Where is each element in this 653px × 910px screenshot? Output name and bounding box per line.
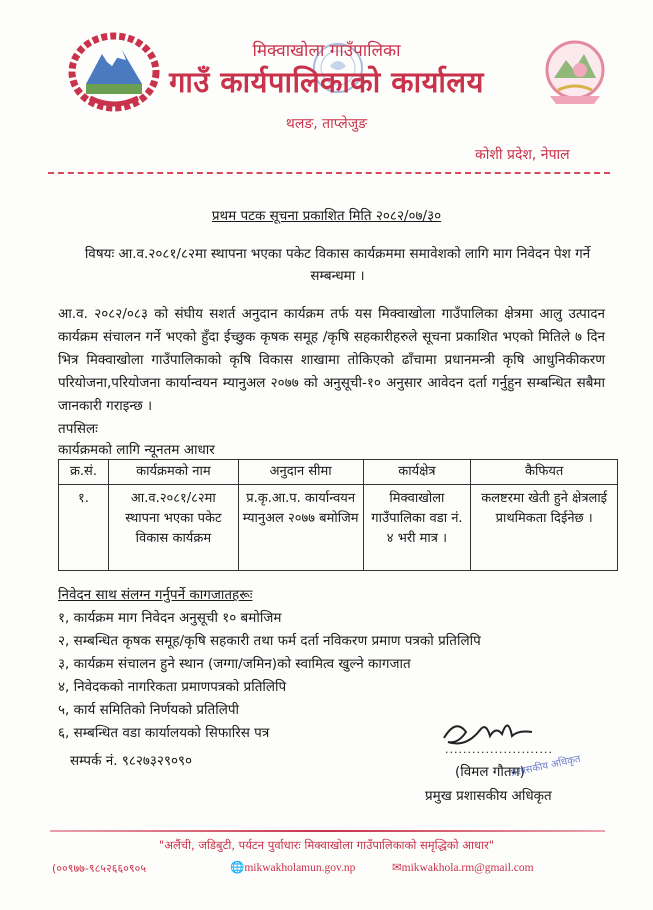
signature-line: ........................: [445, 743, 553, 756]
mail-icon: ✉: [392, 862, 402, 874]
col-program-name: कार्यक्रमको नाम: [108, 460, 238, 485]
details-label: तपसिलः: [58, 421, 98, 437]
globe-icon: 🌐: [230, 862, 245, 874]
cell-work-area: मिक्वाखोला गाउँपालिका वडा नं. ४ भरी मात्र ।: [363, 485, 471, 571]
cell-remarks: कलष्टरमा खेती हुने क्षेत्रलाई प्राथमिकता दिईनेछ ।: [471, 485, 618, 571]
table-header-row: [59, 460, 618, 485]
footer-phone: (००९७७-९८५२६६०९०५: [52, 862, 147, 875]
cell-grant-limit: प्र.कृ.आ.प. कार्यान्वयन म्यानुअल २०७७ बमोजिम: [238, 485, 363, 571]
footer-divider: [50, 830, 605, 832]
list-item: १, कार्यक्रम माग निवेदन अनुसूची १० बमोजिम: [58, 610, 282, 626]
notice-subject: विषयः आ.व.२०८१/८२मा स्थापना भएका पकेट विकास कार्यक्रममा समावेशको लागि माग निवेदन पेश गर्ने सम्बन्धमा ।: [84, 246, 591, 284]
min-basis-label: कार्यक्रमको लागि न्यूनतम आधार: [58, 442, 215, 458]
list-item: ६, सम्बन्धित वडा कार्यालयको सिफारिस पत्र: [58, 725, 270, 741]
footer-email[interactable]: [392, 860, 534, 874]
contact-number: सम्पर्क नं. ९८२७३२९०९०: [70, 753, 193, 769]
signer-title: प्रमुख प्रशासकीय अधिकृत: [425, 788, 552, 804]
col-work-area: कार्यक्षेत्र: [363, 460, 471, 485]
col-grant-limit: अनुदान सीमा: [238, 460, 363, 485]
footer-website[interactable]: [230, 860, 355, 874]
required-documents-title: निवेदन साथ संलग्न गर्नुपर्ने कागजातहरूः: [58, 587, 253, 603]
col-remarks: कैफियत: [471, 460, 618, 485]
list-item: ३, कार्यक्रम संचालन हुने स्थान (जग्गा/जमिन)को स्वामित्व खुल्ने कागजात: [58, 656, 411, 672]
list-item: ४, निवेदकको नागरिकता प्रमाणपत्रको प्रतिलिपि: [58, 679, 287, 695]
header-divider: [48, 172, 610, 174]
email-text[interactable]: mikwakhola.rm@gmail.com: [401, 862, 534, 874]
cell-program-name: आ.व.२०८१/८२मा स्थापना भएका पकेट विकास कार्यक्रम: [108, 485, 238, 571]
table-row: [59, 485, 618, 571]
publish-date-line: [0, 206, 653, 224]
notice-body: आ.व. २०८२/०८३ को संघीय सशर्त अनुदान कार्यक्रम तर्फ यस मिक्वाखोला गाउँपालिका क्षेत्रमा आलु उत्पादन कार्यक्रम संचालन गर्ने भएको हुँदा ईच्छुक कृषक समूह /कृषि सहकारीहरुले सूचना प्रकाशित भएको मितिले ७ दिन भित्र मिक्वाखोला गाउँपालिकाको कृषि विकास शाखामा तोकिएको ढाँचामा प्रधानमन्त्री कृषि आधुनिकीकरण परियोजना,परियोजना कार्यान्वयन म्यानुअल २०७७ को अनुसूची-१० अनुसार आवेदन दर्ता गर्नुहुन सम्बन्धित सबैमा जानकारी गराइन्छ ।: [58, 306, 605, 414]
list-item: ५, कार्य समितिको निर्णयको प्रतिलिपी: [58, 702, 240, 718]
signer-name: (विमल गौतम): [455, 764, 525, 780]
municipality-logo: [544, 40, 606, 108]
signer-stamp: प्रशासकीय अधिकृत: [509, 753, 582, 780]
website-text[interactable]: mikwakholamun.gov.np: [244, 862, 356, 874]
publish-date-text: प्रथम पटक सूचना प्रकाशित मिति २०८२/०७/३०: [211, 208, 442, 224]
office-title: गाउँ कार्यपालिकाको कार्यालय: [169, 65, 484, 99]
province-name: कोशी प्रदेश, नेपाल: [475, 147, 570, 163]
list-item: २, सम्बन्धित कृषक समूह/कृषि सहकारी तथा फर्म दर्ता नविकरण प्रमाण पत्रको प्रतिलिपि: [58, 633, 481, 649]
footer-motto: "अलैंची, जडिबुटी, पर्यटन पुर्वाधारः मिक्वाखोला गाउँपालिकाको समृद्धिको आधार": [158, 838, 495, 852]
office-location: थलङ, ताप्लेजुङ: [285, 116, 368, 132]
cell-sn: १.: [59, 485, 109, 571]
required-documents-list: [58, 607, 481, 745]
col-sn: क्र.सं.: [59, 460, 109, 485]
program-table: [58, 459, 618, 571]
municipality-name: मिक्वाखोला गाउँपालिका: [252, 41, 401, 61]
